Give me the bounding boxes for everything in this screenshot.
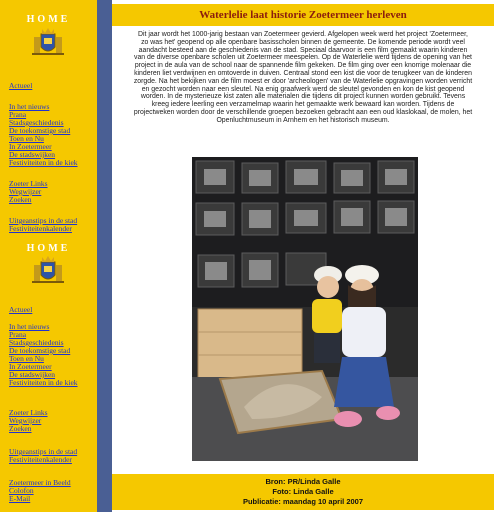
sidebar-link-festiviteiten-kiek[interactable]: Festiviteiten in de kiek <box>9 158 78 167</box>
sidebar-link-in-het-nieuws[interactable]: In het nieuws <box>9 322 50 331</box>
article-line: project in de aula van de school naar de spannende film gekeken. De film ging over een knorrige molenaar die <box>134 62 472 70</box>
sidebar-link-actueel[interactable]: Actueel <box>9 305 33 314</box>
sidebar-link-festiviteitenkalender[interactable]: Festiviteitenkalender <box>9 455 72 464</box>
sidebar-link-wegwijzer[interactable]: Wegwijzer <box>9 416 42 425</box>
sidebar-link-toekomstige-stad[interactable]: De toekomstige stad <box>9 126 71 135</box>
sidebar-link-zoetermeer-in-beeld[interactable]: Zoetermeer in Beeld <box>9 478 71 487</box>
sidebar-link-zoeken[interactable]: Zoeken <box>9 195 32 204</box>
sidebar-link-prana[interactable]: Prana <box>9 330 27 339</box>
sidebar-link-zoeter-links[interactable]: Zoeter Links <box>9 179 48 188</box>
credit-photo: Foto: Linda Galle <box>272 487 334 496</box>
credit-published: Publicatie: maandag 10 april 2007 <box>242 497 364 506</box>
credits-bar <box>112 474 494 510</box>
coat-of-arms-icon <box>30 27 66 57</box>
sidebar-link-prana[interactable]: Prana <box>9 110 27 119</box>
article-line: aandacht besteed aan de geschiedenis van de stad. Speciaal daarvoor is een film gemaakt waarin kinderen <box>138 46 468 54</box>
sidebar-link-in-het-nieuws[interactable]: In het nieuws <box>9 102 50 111</box>
article-title: Waterlelie laat historie Zoetermeer herleven <box>199 9 407 21</box>
sidebar-link-stadswijken[interactable]: De stadswijken <box>9 150 56 159</box>
sidebar-link-uitgaanstips[interactable]: Uitgeanstips in de stad <box>9 216 78 225</box>
sidebar <box>0 0 97 512</box>
sidebar-link-toen-en-nu[interactable]: Toen en Nu <box>9 134 44 143</box>
children-digging-photo <box>192 157 418 461</box>
article-line: kreeg iedere leerling een verzamelmap waarin het gemaakte werk bewaard kan worden. Tijdens de <box>151 101 455 109</box>
sidebar-link-stadswijken[interactable]: De stadswijken <box>9 370 56 379</box>
sidebar-link-uitgaanstips[interactable]: Uitgeanstips in de stad <box>9 447 78 456</box>
article-line: Openluchtmuseum in Arnhem en het historisch museum. <box>216 116 390 124</box>
sidebar-link-zoeken[interactable]: Zoeken <box>9 424 32 433</box>
home-title[interactable]: HOME <box>26 243 71 254</box>
main-content <box>112 0 494 512</box>
article-line: projectweken worden door de verschillende groepen bezoeken gebracht aan een oud klaslokaal, de molen, het <box>133 108 473 116</box>
sidebar-link-toen-en-nu[interactable]: Toen en Nu <box>9 354 44 363</box>
article-line: kinderen liet verdwijnen en omtoverde in duiven. Centraal stond een kist die voor de terugkeer van de kinderen <box>134 69 472 77</box>
sidebar-link-festiviteiten-kiek[interactable]: Festiviteiten in de kiek <box>9 378 78 387</box>
sidebar-link-actueel[interactable]: Actueel <box>9 81 33 90</box>
credit-source: Bron: PR/Linda Galle <box>265 477 341 486</box>
article-line: en gezocht worden naar een sleutel. Na enig graafwerk werd de sleutel gevonden en kon de kist geopend <box>141 85 465 93</box>
coat-of-arms-icon <box>30 255 66 285</box>
sidebar-link-wegwijzer[interactable]: Wegwijzer <box>9 187 42 196</box>
layout-divider <box>97 0 112 512</box>
sidebar-link-in-zoetermeer[interactable]: In Zoetermeer <box>9 142 52 151</box>
article-body <box>112 31 494 125</box>
article-line: zo was het' geopend op alle openbare basisscholen binnen de gemeente. De komende periode wordt veel <box>141 38 465 46</box>
sidebar-link-toekomstige-stad[interactable]: De toekomstige stad <box>9 346 71 355</box>
sidebar-link-stadsgeschiedenis[interactable]: Stadsgeschiedenis <box>9 118 64 127</box>
article-line: worden. In de mysterieuze kist zaten alle materialen die tijdens dit project kunnen worden gebruikt. Tevens <box>140 93 466 101</box>
sidebar-link-festiviteitenkalender[interactable]: Festiviteitenkalender <box>9 224 72 233</box>
sidebar-link-colofon[interactable]: Colofon <box>9 486 34 495</box>
article-line: zorgde. Na het bekijken van de film moest er door 'archeologen' van de Waterlelie opgravingen worden verricht <box>133 77 473 85</box>
home-title[interactable]: HOME <box>26 14 71 25</box>
sidebar-link-in-zoetermeer[interactable]: In Zoetermeer <box>9 362 52 371</box>
sidebar-link-email[interactable]: E-Mail <box>9 494 31 503</box>
sidebar-link-zoeter-links[interactable]: Zoeter Links <box>9 408 48 417</box>
article-line: van de diverse openbare scholen uit Zoetermeer meespelen. Op de Waterlelie werd tijdens de opening van het <box>134 54 472 62</box>
article-title-bar <box>112 4 494 26</box>
article-line: Dit jaar wordt het 1000-jarig bestaan van Zoetermeer gevierd. Afgelopen week werd het project 'Zoetermeer, <box>138 31 468 38</box>
sidebar-link-stadsgeschiedenis[interactable]: Stadsgeschiedenis <box>9 338 64 347</box>
